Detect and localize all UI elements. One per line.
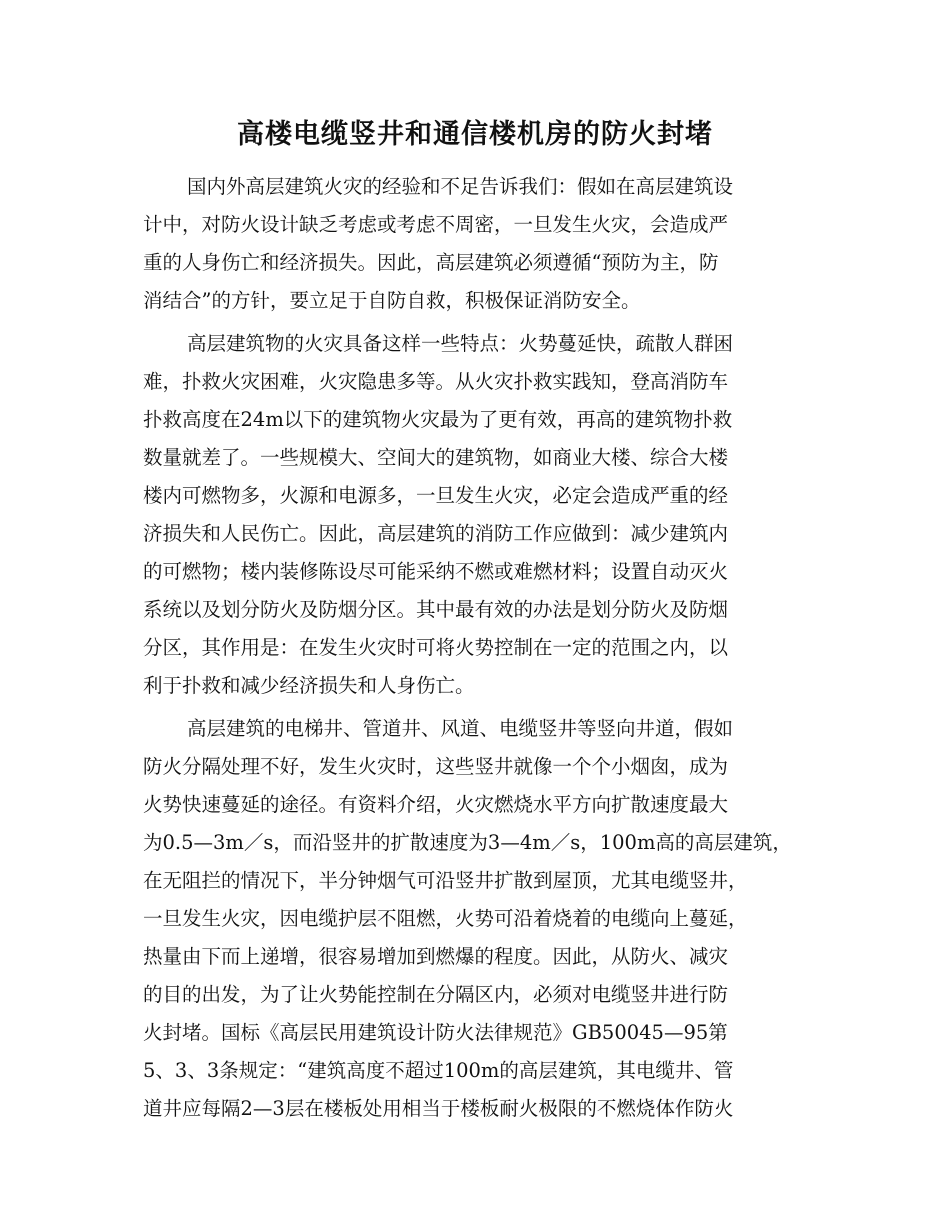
paragraph-line: 火势快速蔓延的途径。有资料介绍，火灾燃烧水平方向扩散速度最大 (143, 793, 729, 816)
paragraph-line: 重的人身伤亡和经济损失。因此，高层建筑必须遵循“预防为主，防 (143, 251, 719, 274)
paragraph-line: 道井应每隔2—3层在楼板处用相当于楼板耐火极限的不燃烧体作防火 (143, 1097, 734, 1120)
paragraph-line: 防火分隔处理不好，发生火灾时，这些竖井就像一个个小烟囱，成为 (143, 755, 729, 778)
paragraph-line: 5、3、3条规定：“建筑高度不超过100m的高层建筑，其电缆井、管 (143, 1059, 734, 1082)
paragraph-line: 难，扑救火灾困难，火灾隐患多等。从火灾扑救实践知，登高消防车 (143, 370, 729, 393)
paragraph-1 (143, 168, 733, 320)
paragraph-line: 热量由下而上递增，很容易增加到燃爆的程度。因此，从防火、减灾 (143, 945, 729, 968)
paragraph-line: 计中，对防火设计缺乏考虑或考虑不周密，一旦发生火灾，会造成严 (143, 213, 729, 236)
paragraph-line: 消结合”的方针，要立足于自防自救，积极保证消防安全。 (143, 289, 641, 312)
paragraph-line: 系统以及划分防火及防烟分区。其中最有效的办法是划分防火及防烟 (143, 598, 729, 621)
paragraph-line: 高层建筑物的火灾具备这样一些特点：火势蔓延快，疏散人群困 (187, 332, 734, 355)
paragraph-line: 国内外高层建筑火灾的经验和不足告诉我们：假如在高层建筑设 (187, 175, 734, 198)
paragraph-line: 楼内可燃物多，火源和电源多，一旦发生火灾，必定会造成严重的经 (143, 484, 729, 507)
paragraph-3 (143, 710, 792, 1128)
paragraph-line: 的可燃物；楼内装修陈设尽可能采纳不燃或难燃材料；设置自动灭火 (143, 560, 729, 583)
paragraph-line: 的目的出发，为了让火势能控制在分隔区内，必须对电缆竖井进行防 (143, 983, 729, 1006)
paragraph-line: 数量就差了。一些规模大、空间大的建筑物，如商业大楼、综合大楼 (143, 446, 729, 469)
paragraph-line: 扑救高度在24m以下的建筑物火灾最为了更有效，再高的建筑物扑救 (143, 408, 733, 431)
document-title: 高楼电缆竖井和通信楼机房的防火封堵 (237, 119, 713, 150)
paragraph-line: 火封堵。国标《高层民用建筑设计防火法律规范》GB50045—95第 (143, 1021, 728, 1044)
paragraph-line: 为0.5—3m／s，而沿竖井的扩散速度为3—4m／s，100m高的高层建筑， (143, 831, 792, 854)
paragraph-line: 一旦发生火灾，因电缆护层不阻燃，火势可沿着烧着的电缆向上蔓延， (143, 907, 748, 930)
paragraph-line: 济损失和人民伤亡。因此，高层建筑的消防工作应做到：减少建筑内 (143, 522, 729, 545)
paragraph-line: 利于扑救和减少经济损失和人身伤亡。 (143, 674, 475, 697)
paragraph-line: 在无阻拦的情况下，半分钟烟气可沿竖井扩散到屋顶，尤其电缆竖井， (143, 869, 748, 892)
paragraph-2 (143, 325, 733, 705)
paragraph-line: 分区，其作用是：在发生火灾时可将火势控制在一定的范围之内，以 (143, 636, 729, 659)
paragraph-line: 高层建筑的电梯井、管道井、风道、电缆竖井等竖向井道，假如 (187, 717, 734, 740)
